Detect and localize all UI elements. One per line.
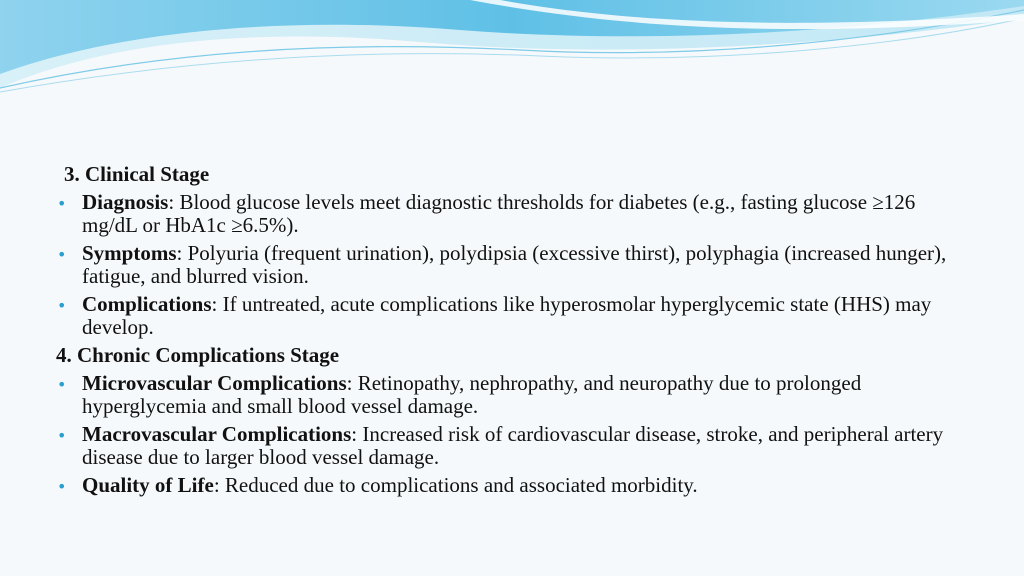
desc-microvascular: : Retinopathy, nephropathy, and neuropathy due to prolonged hyperglycemia and small blood vessel damage.	[82, 371, 862, 418]
list-item-microvascular	[56, 372, 956, 418]
term-diagnosis: Diagnosis	[82, 190, 169, 214]
header-wave-decoration	[0, 0, 1024, 100]
desc-symptoms: : Polyuria (frequent urination), polydipsia (excessive thirst), polyphagia (increased hunger), fatigue, and blurred vision.	[82, 241, 947, 288]
term-microvascular: Microvascular Complications	[82, 371, 347, 395]
term-complications: Complications	[82, 292, 212, 316]
desc-macrovascular: : Increased risk of cardiovascular disease, stroke, and peripheral artery disease due to larger blood vessel damage.	[82, 422, 944, 469]
slide-body	[56, 163, 956, 502]
desc-quality-of-life: : Reduced due to complications and associated morbidity.	[213, 473, 698, 497]
desc-complications: : If untreated, acute complications like hyperosmolar hyperglycemic state (HHS) may develop.	[82, 292, 932, 339]
bullet-icon: •	[57, 375, 67, 394]
section-heading-clinical-stage: 3. Clinical Stage	[64, 162, 210, 186]
bullet-icon: •	[57, 194, 67, 213]
bullet-icon: •	[57, 245, 67, 264]
list-item-quality-of-life	[56, 474, 956, 497]
term-symptoms: Symptoms	[82, 241, 177, 265]
list-item-symptoms	[56, 242, 956, 288]
list-item-diagnosis	[56, 191, 956, 237]
desc-diagnosis: : Blood glucose levels meet diagnostic thresholds for diabetes (e.g., fasting glucose ≥126 mg/dL or HbA1c ≥6.5%).	[82, 190, 916, 237]
bullet-icon: •	[57, 477, 67, 496]
section-heading-chronic-complications: 4. Chronic Complications Stage	[56, 343, 340, 367]
list-item-macrovascular	[56, 423, 956, 469]
bullet-icon: •	[57, 296, 67, 315]
term-quality-of-life: Quality of Life	[82, 473, 214, 497]
term-macrovascular: Macrovascular Complications	[82, 422, 352, 446]
list-item-complications	[56, 293, 956, 339]
bullet-icon: •	[57, 426, 67, 445]
